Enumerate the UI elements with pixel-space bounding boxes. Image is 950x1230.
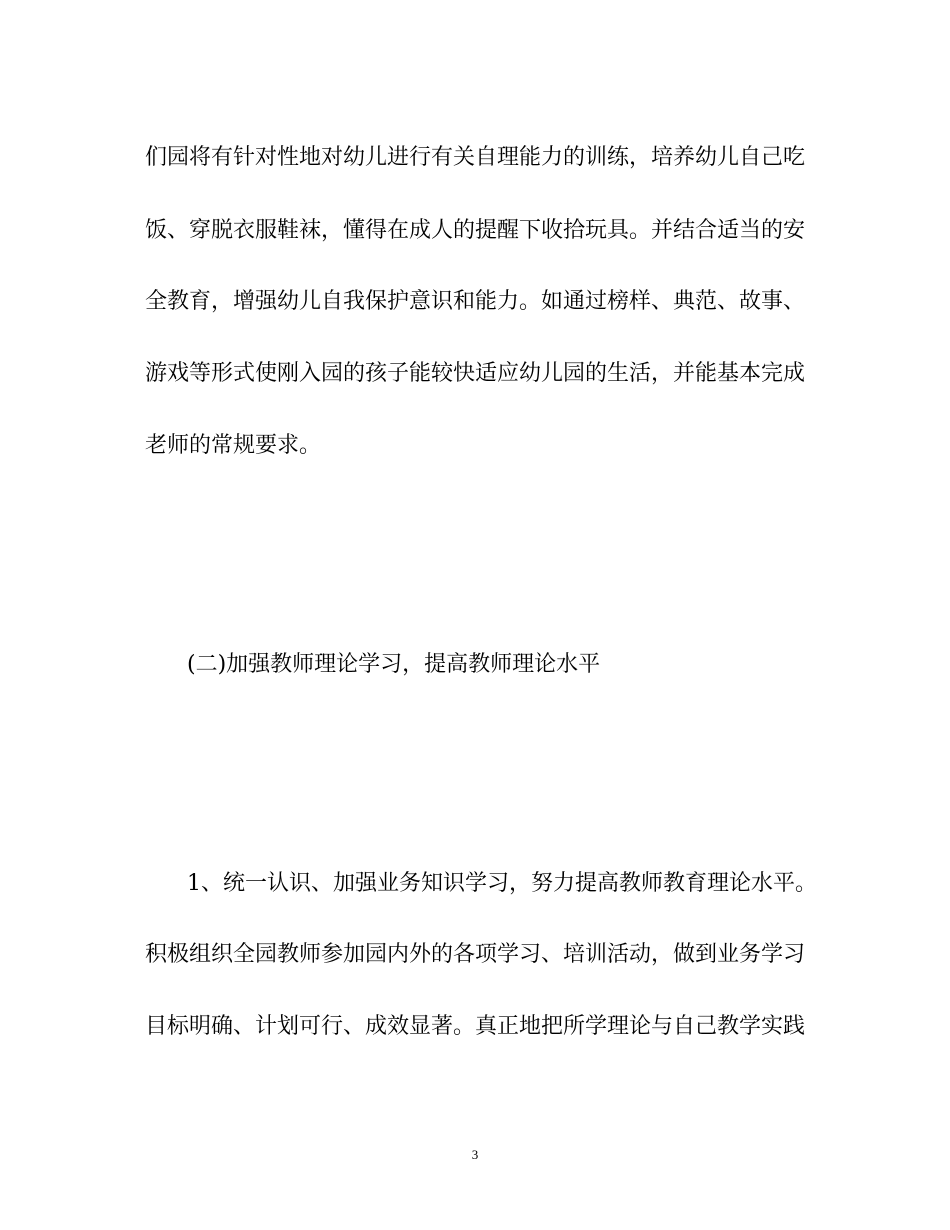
paragraph-line: 老师的常规要求。 — [145, 433, 322, 458]
paragraph-line: 饭、穿脱衣服鞋袜，懂得在成人的提醒下收拾玩具。并结合适当的安 — [145, 218, 806, 243]
paragraph-line: 积极组织全园教师参加园内外的各项学习、培训活动，做到业务学习 — [145, 942, 806, 967]
page-number: 3 — [471, 1147, 479, 1162]
paragraph-line: 们园将有针对性地对幼儿进行有关自理能力的训练，培养幼儿自己吃 — [145, 145, 806, 170]
paragraph-line: 全教育，增强幼儿自我保护意识和能力。如通过榜样、典范、故事、 — [145, 289, 806, 314]
section-heading: (二)加强教师理论学习，提高教师理论水平 — [187, 652, 601, 677]
paragraph-line: 游戏等形式使刚入园的孩子能较快适应幼儿园的生活，并能基本完成 — [145, 361, 806, 386]
paragraph-line: 1、统一认识、加强业务知识学习，努力提高教师教育理论水平。 — [187, 871, 817, 896]
paragraph-line: 目标明确、计划可行、成效显著。真正地把所学理论与自己教学实践 — [145, 1014, 806, 1039]
